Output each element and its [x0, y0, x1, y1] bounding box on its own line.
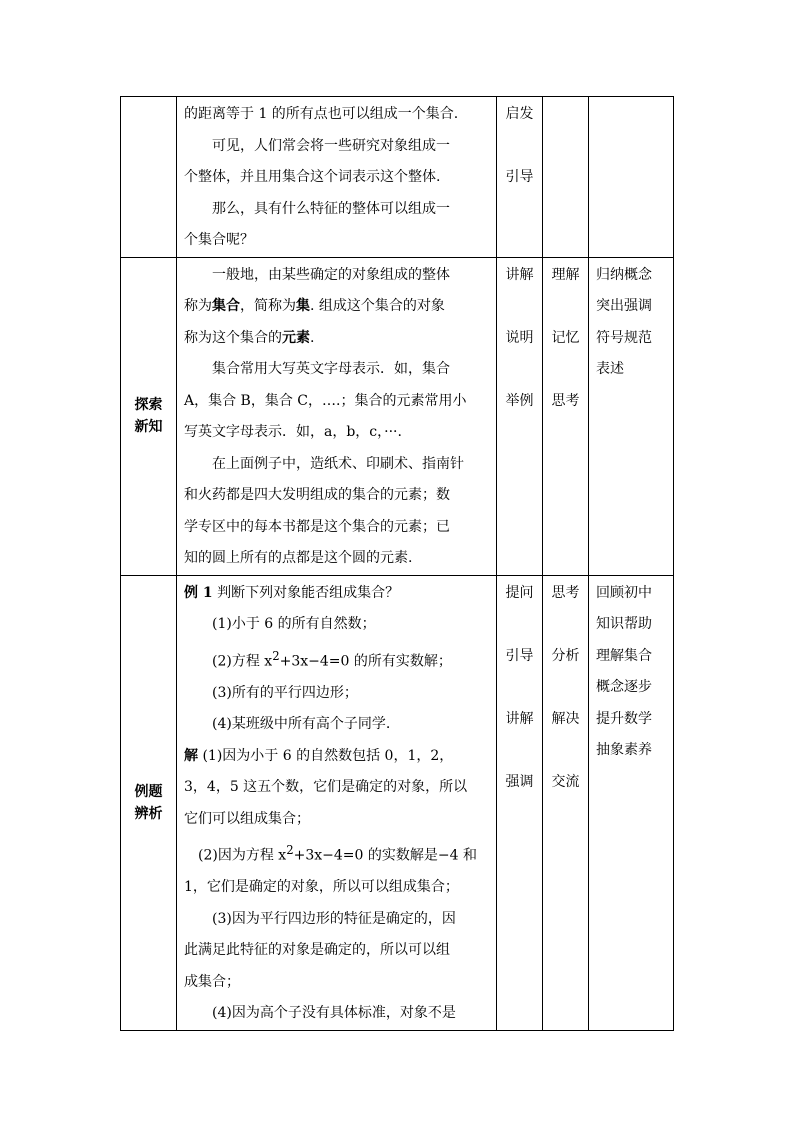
- teacher-activity: 提问: [505, 584, 534, 601]
- text-span: (1)因为小于 6 的自然数包括 0，1，2，: [198, 747, 454, 764]
- teacher-activity: 讲解: [505, 710, 534, 727]
- design-intent: 抽象素养: [596, 742, 652, 758]
- stage-label: 探索: [134, 397, 163, 413]
- stage-label: 新知: [134, 419, 163, 435]
- teacher-activity: 启发: [505, 106, 534, 122]
- text-line: [184, 835, 489, 872]
- text-line: (1)小于 6 的所有自然数；: [212, 616, 376, 632]
- table-row: [121, 97, 674, 258]
- design-intent-cell: [589, 97, 674, 258]
- text-line: A，集合 B，集合 C，….；集合的元素常用小: [184, 392, 467, 409]
- text-span: . 组成这个集合的对象: [310, 298, 445, 314]
- design-intent: 突出强调: [596, 298, 652, 314]
- text-line: 在上面例子中，造纸术、印刷术、指南针: [212, 455, 464, 472]
- keyword: 集合: [212, 298, 240, 314]
- table-row: [121, 257, 674, 575]
- teacher-activity: 举例: [505, 392, 534, 409]
- teacher-activity: 强调: [505, 773, 534, 790]
- student-activity: 记忆: [551, 329, 580, 346]
- text-line: (4)因为高个子没有具体标准，对象不是: [212, 1005, 456, 1022]
- teacher-activity-cell: [497, 97, 543, 258]
- text-line: 3，4，5 这五个数，它们是确定的对象，所以: [184, 779, 468, 796]
- text-line: 集合常用大写英文字母表示．如，集合: [212, 361, 450, 377]
- teacher-activity-cell: [497, 257, 543, 575]
- design-intent: 表述: [596, 361, 624, 377]
- text-span: 判断下列对象能否组成集合？: [212, 584, 400, 601]
- text-span: (2)因为方程 x: [198, 847, 287, 864]
- text-line: (4)某班级中所有高个子同学.: [212, 716, 391, 733]
- content-cell: [177, 575, 497, 1030]
- text-span: 称为这个集合的: [184, 329, 282, 346]
- text-line: 它们可以组成集合；: [184, 810, 310, 827]
- teacher-activity: 讲解: [505, 266, 534, 283]
- stage-label: 辨析: [134, 805, 163, 822]
- teacher-activity-cell: [497, 575, 543, 1030]
- text-span: +3x−4=0 的所有实数解；: [279, 653, 452, 670]
- text-span: ，简称为: [240, 298, 296, 314]
- student-activity: 思考: [551, 392, 580, 409]
- text-span: +3x−4=0 的实数解是−4 和: [293, 847, 477, 864]
- text-line: 1，它们是确定的对象，所以可以组成集合；: [184, 879, 459, 896]
- text-line: 一般地，由某些确定的对象组成的整体: [212, 266, 450, 283]
- stage-label-cell: [121, 575, 177, 1030]
- text-line: 写英文字母表示．如，a，b，c，···.: [184, 424, 402, 440]
- text-line: [184, 291, 489, 323]
- text-line: 可见，人们常会将一些研究对象组成一: [212, 137, 450, 154]
- design-intent: 归纳概念: [596, 266, 652, 283]
- solution-label: 解: [184, 747, 198, 764]
- text-line: [184, 323, 489, 355]
- student-activity: 交流: [551, 773, 580, 790]
- content-cell: [177, 257, 497, 575]
- keyword: 元素: [282, 329, 310, 346]
- student-activity: 理解: [551, 266, 580, 283]
- text-line: 的距离等于 1 的所有点也可以组成一个集合.: [184, 106, 459, 122]
- text-line: [184, 741, 489, 773]
- stage-label-cell: [121, 257, 177, 575]
- design-intent: 符号规范: [596, 329, 652, 346]
- teacher-activity: 说明: [505, 329, 534, 346]
- text-line: 和火药都是四大发明组成的集合的元素；数: [184, 487, 450, 503]
- design-intent: 提升数学: [596, 710, 652, 727]
- design-intent-cell: [589, 575, 674, 1030]
- student-activity: 分析: [551, 647, 580, 664]
- design-intent: 知识帮助: [596, 616, 652, 632]
- text-line: 个集合呢？: [184, 232, 254, 248]
- stage-cell-empty: [121, 97, 177, 258]
- text-span: (2)方程 x: [212, 653, 273, 670]
- superscript: 2: [272, 648, 280, 663]
- design-intent-cell: [589, 257, 674, 575]
- example-label: 例 1: [184, 584, 213, 601]
- text-line: (3)所有的平行四边形；: [212, 684, 358, 701]
- text-line: [184, 641, 489, 678]
- design-intent: 理解集合: [596, 647, 652, 664]
- student-activity: 思考: [551, 584, 580, 601]
- design-intent: 概念逐步: [596, 679, 652, 695]
- text-line: 成集合；: [184, 973, 240, 990]
- text-line: 学专区中的每本书都是这个集合的元素；已: [184, 518, 450, 535]
- text-line: [184, 578, 489, 610]
- superscript: 2: [286, 843, 294, 858]
- text-line: (3)因为平行四边形的特征是确定的，因: [212, 910, 456, 927]
- student-activity-cell: [543, 575, 589, 1030]
- teacher-activity: 引导: [505, 169, 534, 185]
- lesson-plan-table: [120, 96, 674, 1031]
- text-span: 称为: [184, 298, 212, 314]
- keyword: 集: [296, 298, 310, 314]
- text-line: 知的圆上所有的点都是这个圆的元素.: [184, 550, 413, 566]
- student-activity-cell: [543, 97, 589, 258]
- text-line: 那么，具有什么特征的整体可以组成一: [212, 200, 450, 217]
- text-line: 此满足此特征的对象是确定的，所以可以组: [184, 942, 450, 959]
- text-line: 个整体，并且用集合这个词表示这个整体.: [184, 169, 441, 185]
- table-row: [121, 575, 674, 1030]
- design-intent: 回顾初中: [596, 584, 652, 601]
- student-activity-cell: [543, 257, 589, 575]
- teacher-activity: 引导: [505, 647, 534, 664]
- student-activity: 解决: [551, 710, 580, 727]
- content-cell: [177, 97, 497, 258]
- text-span: .: [310, 329, 315, 346]
- stage-label: 例题: [134, 783, 163, 800]
